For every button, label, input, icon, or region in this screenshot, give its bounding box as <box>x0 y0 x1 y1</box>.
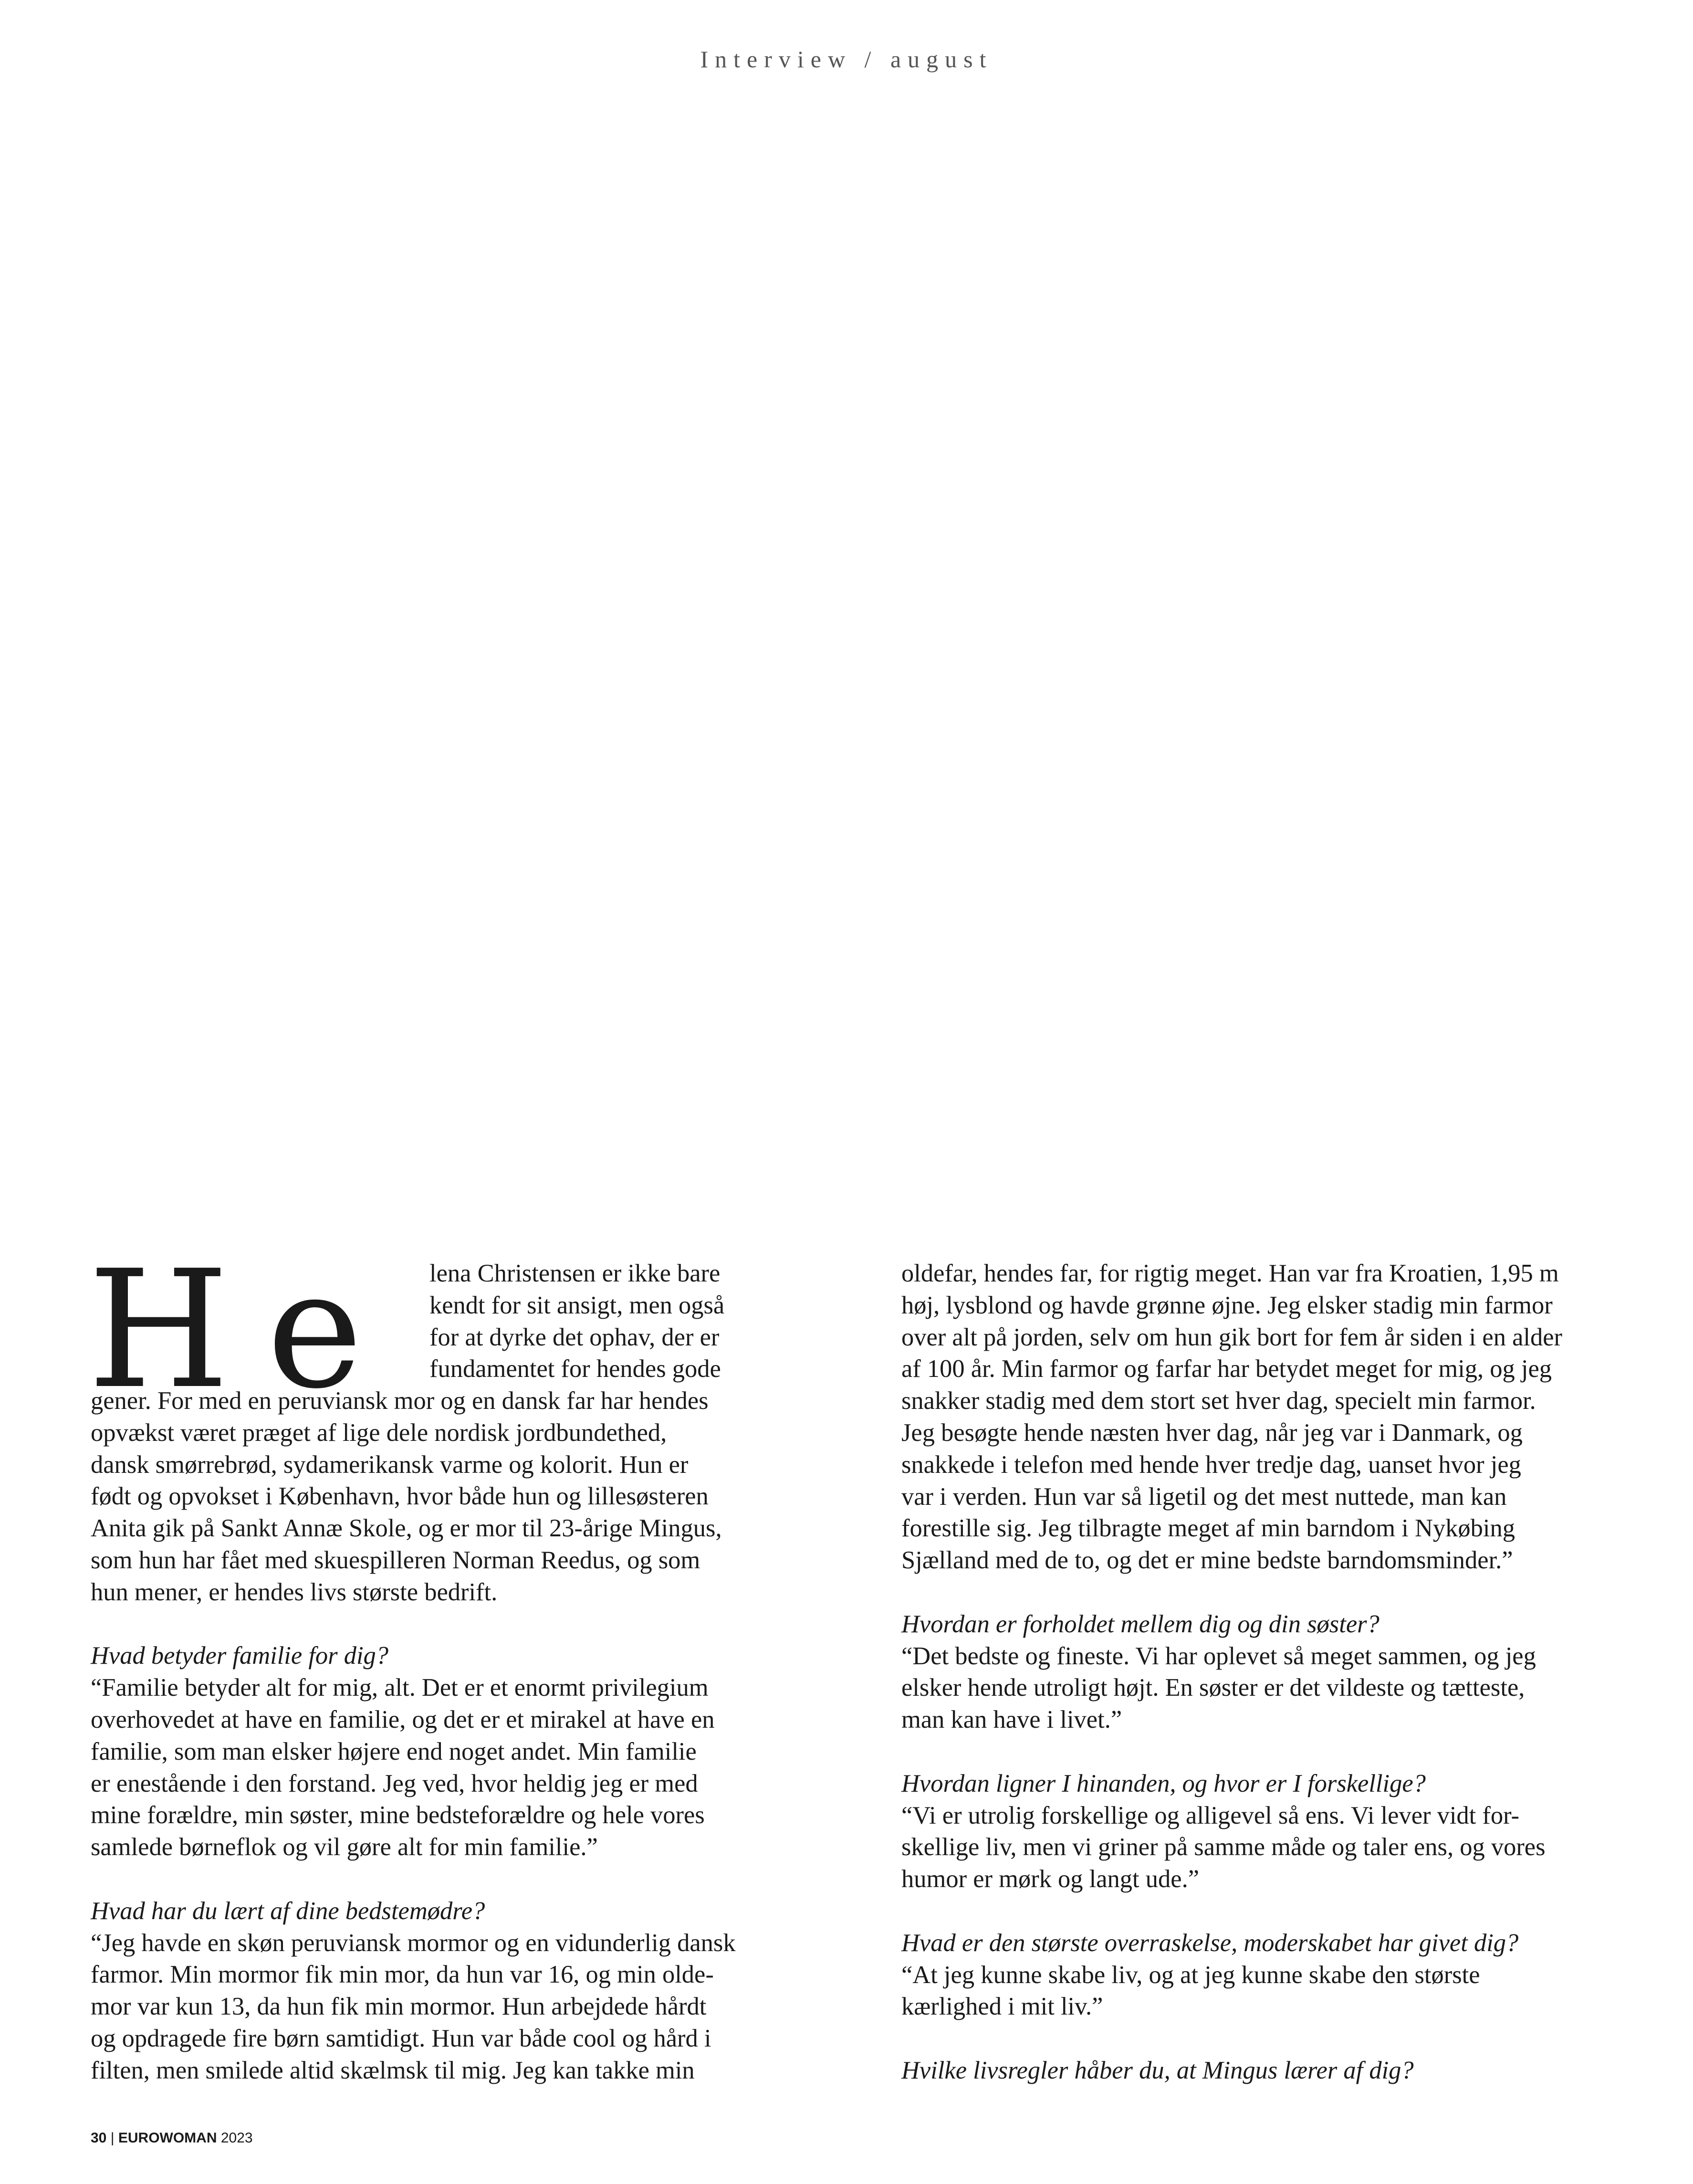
text-line: “Jeg havde en skøn peruviansk mormor og en vidunderlig dansk <box>91 1929 736 1957</box>
page-footer <box>91 2130 253 2146</box>
text-line: opvækst været præget af lige dele nordisk jordbundethed, <box>91 1418 667 1447</box>
text-line: “Familie betyder alt for mig, alt. Det er et enormt privilegium <box>91 1674 709 1702</box>
text-line: høj, lysblond og havde grønne øjne. Jeg elsker stadig min farmor <box>901 1291 1553 1319</box>
text-line: dansk smørrebrød, sydamerikansk varme og kolorit. Hun er <box>91 1450 689 1479</box>
text-line: humor er mørk og langt ude.” <box>901 1865 1200 1893</box>
continued-answer <box>901 1258 1588 1576</box>
text-line: og opdragede fire børn samtidigt. Hun var både cool og hård i <box>91 2024 711 2052</box>
text-line: for at dyrke det ophav, der er <box>429 1323 720 1351</box>
page-number: 30 <box>91 2130 107 2146</box>
spacer <box>901 2023 1588 2055</box>
text-line: lena Christensen er ikke bare <box>429 1260 721 1287</box>
spacer <box>91 1863 778 1895</box>
text-line: elsker hende utroligt højt. En søster er det vildeste og tætteste, <box>901 1674 1525 1702</box>
text-line: Sjælland med de to, og det er mine bedste barndomsminder.” <box>901 1546 1513 1575</box>
text-line: man kan have i livet.” <box>901 1706 1122 1734</box>
text-line: født og opvokset i København, hvor både hun og lillesøsteren <box>91 1482 709 1511</box>
drop-cap-letter-1: H <box>88 1236 230 1425</box>
text-line: snakkede i telefon med hende hver tredje dag, uanset hvor jeg <box>901 1450 1521 1479</box>
text-line: kærlighed i mit liv.” <box>901 1993 1103 2021</box>
magazine-name: EUROWOMAN <box>118 2130 217 2146</box>
text-line: Anita gik på Sankt Annæ Skole, og er mor til 23-årige Mingus, <box>91 1514 722 1543</box>
left-column <box>88 1236 778 2087</box>
spacer <box>901 1736 1588 1768</box>
text-line: filten, men smilede altid skælmsk til mig. Jeg kan takke min <box>91 2056 695 2084</box>
text-line: samlede børneflok og vil gøre alt for min familie.” <box>91 1833 598 1861</box>
text-line: fundamentet for hendes gode <box>429 1355 721 1383</box>
text-line: familie, som man elsker højere end noget andet. Min familie <box>91 1737 697 1765</box>
footer-year: 2023 <box>220 2130 253 2146</box>
question: Hvordan er forholdet mellem dig og din søster? <box>901 1610 1379 1638</box>
text-line: overhovedet at have en familie, og det er et mirakel at have en <box>91 1705 715 1733</box>
question: Hvad er den største overraskelse, moderskabet har givet dig? <box>901 1929 1519 1957</box>
drop-cap-letter-2: e <box>267 1236 363 1425</box>
text-line: snakker stadig med dem stort set hver dag, specielt min farmor. <box>901 1387 1536 1415</box>
spacer <box>901 1895 1588 1927</box>
question: Hvilke livsregler håber du, at Mingus lærer af dig? <box>901 2056 1414 2084</box>
text-line: Jeg besøgte hende næsten hver dag, når jeg var i Danmark, og <box>901 1418 1523 1447</box>
text-line: farmor. Min mormor fik min mor, da hun var 16, og min olde- <box>91 1961 714 1989</box>
qa-block <box>901 1608 1588 1736</box>
question: Hvad betyder familie for dig? <box>91 1642 389 1670</box>
text-line: var i verden. Hun var så ligetil og det mest nuttede, man kan <box>901 1482 1507 1511</box>
qa-block <box>91 1640 778 1863</box>
text-line: “Vi er utrolig forskellige og alligevel så ens. Vi lever vidt for- <box>901 1801 1520 1829</box>
question: Hvordan ligner I hinanden, og hvor er I forskellige? <box>901 1769 1426 1797</box>
drop-cap <box>88 1236 363 1425</box>
text-line: er enestående i den forstand. Jeg ved, hvor heldig jeg er med <box>91 1769 698 1797</box>
section-header: Interview / august <box>700 46 993 73</box>
qa-block <box>901 1927 1588 2023</box>
text-line: over alt på jorden, selv om hun gik bort for fem år siden i en alder <box>901 1323 1562 1351</box>
text-line: “At jeg kunne skabe liv, og at jeg kunne skabe den største <box>901 1961 1480 1989</box>
qa-block <box>901 2055 1588 2087</box>
spacer <box>91 1608 778 1640</box>
text-line: kendt for sit ansigt, men også <box>429 1291 725 1319</box>
qa-block <box>901 1768 1588 1895</box>
text-line: “Det bedste og fineste. Vi har oplevet så meget sammen, og jeg <box>901 1642 1536 1670</box>
text-line: som hun har fået med skuespilleren Norman Reedus, og som <box>91 1546 700 1574</box>
footer-separator: | <box>110 2130 115 2146</box>
text-line: oldefar, hendes far, for rigtig meget. Han var fra Kroatien, 1,95 m <box>901 1260 1559 1287</box>
text-line: skellige liv, men vi griner på samme måde og taler ens, og vores <box>901 1833 1546 1861</box>
text-line: hun mener, er hendes livs største bedrift. <box>91 1578 498 1606</box>
text-line: af 100 år. Min farmor og farfar har betydet meget for mig, og jeg <box>901 1355 1552 1383</box>
text-line: forestille sig. Jeg tilbragte meget af min barndom i Nykøbing <box>901 1514 1515 1543</box>
text-line: gener. For med en peruviansk mor og en dansk far har hendes <box>91 1387 709 1415</box>
question: Hvad har du lært af dine bedstemødre? <box>91 1897 485 1925</box>
spacer <box>901 1576 1588 1608</box>
text-line: mor var kun 13, da hun fik min mormor. Hun arbejdede hårdt <box>91 1993 707 2021</box>
qa-block <box>91 1895 778 2087</box>
intro-beside-lines <box>429 1258 792 1385</box>
right-column <box>901 1258 1588 2087</box>
text-line: mine forældre, min søster, mine bedsteforældre og hele vores <box>91 1801 705 1829</box>
